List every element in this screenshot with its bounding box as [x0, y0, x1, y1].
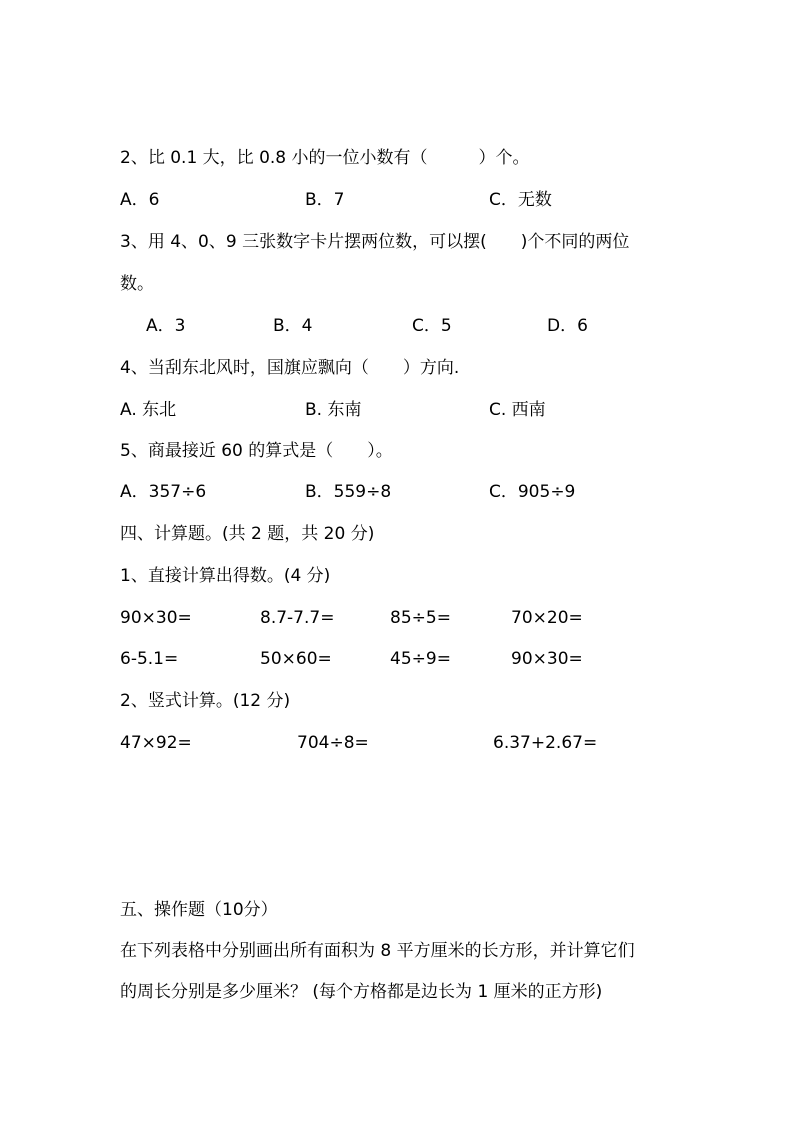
calc-item: 70×20=: [511, 608, 583, 628]
option-d: D．6: [547, 316, 588, 336]
oral-calc-row-1: [0, 606, 794, 630]
option-a: A．357÷6: [120, 482, 207, 502]
calc-item: 85÷5=: [390, 608, 451, 628]
vertical-calc-row: [0, 731, 794, 755]
option-b: B．4: [273, 316, 313, 336]
question-4-stem: 4、当刮东北风时，国旗应飘向（ ）方向.: [120, 358, 460, 378]
calc-item: 8.7-7.7=: [260, 608, 335, 628]
question-2-stem: 2、比 0.1 大，比 0.8 小的一位小数有（ ）个。: [120, 148, 530, 168]
option-b: B. 东南: [305, 400, 362, 420]
question-5-stem: 5、商最接近 60 的算式是（ ）。: [120, 441, 393, 461]
section-4-part-2-title: 2、竖式计算。(12 分): [120, 691, 291, 711]
calc-item: 45÷9=: [390, 649, 451, 669]
section-4-title: 四、计算题。(共 2 题，共 20 分): [120, 524, 375, 544]
section-5-line-1: 在下列表格中分别画出所有面积为 8 平方厘米的长方形，并计算它们: [120, 941, 635, 961]
calc-item: 6.37+2.67=: [493, 733, 598, 753]
option-c: C．5: [412, 316, 452, 336]
option-b: B．7: [305, 190, 345, 210]
section-4-part-1-title: 1、直接计算出得数。(4 分): [120, 566, 331, 586]
calc-item: 704÷8=: [297, 733, 369, 753]
section-5-line-2: 的周长分别是多少厘米？ (每个方格都是边长为 1 厘米的正方形): [120, 982, 603, 1002]
section-5-title: 五、操作题（10分）: [120, 900, 278, 920]
option-a: A．6: [120, 190, 160, 210]
calc-item: 90×30=: [120, 608, 192, 628]
calc-item: 90×30=: [511, 649, 583, 669]
question-3-options: [0, 314, 794, 338]
calc-item: 50×60=: [260, 649, 332, 669]
option-c: C．无数: [489, 190, 552, 210]
option-a: A．3: [146, 316, 186, 336]
question-3-stem-line1: 3、用 4、0、9 三张数字卡片摆两位数，可以摆( )个不同的两位: [120, 232, 630, 252]
question-3-stem-line2: 数。: [120, 274, 154, 294]
question-5-options: [0, 480, 794, 504]
question-4-options: [0, 398, 794, 422]
option-b: B．559÷8: [305, 482, 392, 502]
question-2-options: [0, 188, 794, 212]
calc-item: 6-5.1=: [120, 649, 179, 669]
oral-calc-row-2: [0, 647, 794, 671]
calc-item: 47×92=: [120, 733, 192, 753]
option-c: C．905÷9: [489, 482, 576, 502]
option-a: A. 东北: [120, 400, 177, 420]
option-c: C. 西南: [489, 400, 546, 420]
